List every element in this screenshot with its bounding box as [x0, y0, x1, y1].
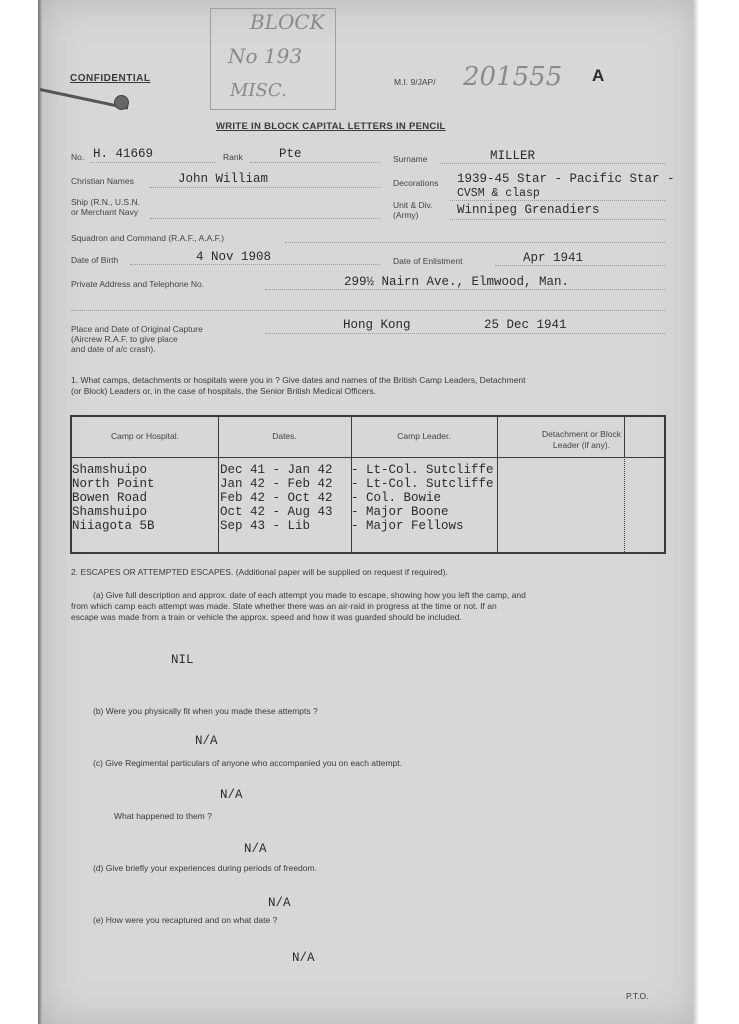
capture-date-value: 25 Dec 1941	[484, 318, 567, 332]
unit-label-line-2: (Army)	[393, 210, 419, 220]
question-1-line-2: (or Block) Leaders or, in the case of hospitals, the Senior British Medical Officers.	[71, 386, 377, 396]
question-2a-line-1: (a) Give full description and approx. date of each attempt you made to escape, showing how you left the camp, and	[93, 590, 526, 600]
date-of-birth-label: Date of Birth	[71, 255, 119, 265]
table-row-leader: - Col. Bowie	[351, 491, 442, 505]
capture-place-value: Hong Kong	[343, 318, 411, 332]
question-2c-followup: What happened to them ?	[114, 811, 212, 821]
answer-2e: N/A	[292, 951, 315, 965]
table-row-camp: Niiagota 5B	[72, 519, 155, 533]
sheet-right-edge	[693, 0, 699, 1024]
classification-label: CONFIDENTIAL	[70, 73, 151, 84]
rule	[150, 218, 380, 219]
address-value: 299½ Nairn Ave., Elmwood, Man.	[344, 275, 570, 289]
rule	[265, 333, 665, 334]
unit-label-line-1: Unit & Div.	[393, 200, 433, 210]
christian-names-label: Christian Names	[71, 176, 134, 186]
decorations-value-line-1: 1939-45 Star - Pacific Star -	[457, 172, 675, 186]
table-row-camp: Bowen Road	[72, 491, 148, 505]
column-header-detachment: Detachment or Block	[542, 429, 621, 439]
capture-label-line-2: (Aircrew R.A.F. to give place	[71, 334, 178, 344]
reference-label: M.I. 9/JAP/	[394, 77, 436, 87]
rule	[71, 310, 665, 311]
pin-head-icon	[114, 95, 129, 110]
rule	[265, 289, 665, 290]
question-2-heading: 2. ESCAPES OR ATTEMPTED ESCAPES. (Additional paper will be supplied on request if required).	[71, 567, 448, 577]
answer-2b: N/A	[195, 734, 218, 748]
question-2a-line-3: escape was made from a train or vehicle the approx. speed and how it was guarded should be included.	[71, 612, 462, 622]
rule	[130, 264, 380, 265]
ship-label-line-2: or Merchant Navy	[71, 207, 139, 217]
unit-value: Winnipeg Grenadiers	[457, 203, 600, 217]
pto-label: P.T.O.	[626, 991, 649, 1001]
date-of-birth-value: 4 Nov 1908	[196, 250, 272, 264]
column-header-detachment-2: Leader (if any).	[552, 440, 611, 450]
table-row-dates: Sep 43 - Lib	[220, 519, 311, 533]
answer-2c: N/A	[220, 788, 243, 802]
rule	[150, 187, 380, 188]
rule	[495, 265, 665, 266]
rule	[450, 219, 665, 220]
camps-table	[70, 415, 666, 554]
rank-value: Pte	[279, 147, 302, 161]
rank-label: Rank	[223, 152, 243, 162]
stamp-line-2: No 193	[228, 44, 303, 68]
question-2e: (e) How were you recaptured and on what date ?	[93, 915, 278, 925]
reference-suffix: A	[592, 66, 605, 85]
table-header-divider	[72, 457, 664, 458]
christian-names-value: John William	[178, 172, 269, 186]
question-1-line-1: 1. What camps, detachments or hospitals were you in ? Give dates and names of the British Camp Leaders, Detachment	[71, 375, 526, 385]
enlistment-value: Apr 1941	[523, 251, 584, 265]
number-label: No.	[71, 152, 85, 162]
question-2b: (b) Were you physically fit when you made these attempts ?	[93, 706, 318, 716]
table-row-dates: Feb 42 - Oct 42	[220, 491, 333, 505]
answer-2a: NIL	[171, 653, 194, 667]
table-row-leader: - Major Boone	[351, 505, 449, 519]
address-label: Private Address and Telephone No.	[71, 279, 205, 289]
table-row-dates: Jan 42 - Feb 42	[220, 477, 333, 491]
table-row-camp: Shamshuipo	[72, 505, 148, 519]
decorations-value-line-2: CVSM & clasp	[457, 187, 540, 200]
service-number-value: H. 41669	[93, 147, 154, 161]
table-row-camp: North Point	[72, 477, 155, 491]
column-header-camp: Camp or Hospital.	[110, 431, 180, 441]
table-row-leader: - Major Fellows	[351, 519, 464, 533]
table-row-camp: Shamshuipo	[72, 463, 148, 477]
column-header-dates: Dates.	[272, 431, 297, 441]
rule	[450, 200, 665, 201]
table-column-divider	[624, 457, 625, 554]
table-row-leader: - Lt-Col. Sutcliffe	[351, 477, 494, 491]
surname-label: Surname	[393, 154, 428, 164]
stamp-line-1: BLOCK	[250, 10, 325, 34]
table-row-dates: Oct 42 - Aug 43	[220, 505, 333, 519]
enlistment-label: Date of Enlistment	[393, 256, 463, 266]
column-header-leader: Camp Leader.	[397, 431, 451, 441]
question-2c: (c) Give Regimental particulars of anyone who accompanied you on each attempt.	[93, 758, 402, 768]
question-2d: (d) Give briefly your experiences during periods of freedom.	[93, 863, 317, 873]
rule	[90, 162, 215, 163]
decorations-label: Decorations	[393, 178, 439, 188]
answer-2d: N/A	[268, 896, 291, 910]
instruction-heading: WRITE IN BLOCK CAPITAL LETTERS IN PENCIL	[216, 121, 446, 132]
question-2a-line-2: from which camp each attempt was made. State whether there was an air-raid in progress at the time or not. If an	[71, 601, 497, 611]
table-row-dates: Dec 41 - Jan 42	[220, 463, 333, 477]
capture-label-line-3: and date of a/c crash).	[71, 344, 156, 354]
reference-number: 201555	[463, 62, 563, 92]
rule	[440, 163, 665, 164]
capture-label-line-1: Place and Date of Original Capture	[71, 324, 203, 334]
ship-label-line-1: Ship (R.N., U.S.N.	[71, 197, 140, 207]
sheet-left-edge	[38, 0, 42, 1024]
answer-2c-followup: N/A	[244, 842, 267, 856]
stamp-line-3: MISC.	[230, 80, 287, 101]
surname-value: MILLER	[490, 149, 536, 163]
rule	[250, 162, 380, 163]
squadron-label: Squadron and Command (R.A.F., A.A.F.)	[71, 233, 225, 243]
rule	[285, 242, 665, 243]
table-row-leader: - Lt-Col. Sutcliffe	[351, 463, 494, 477]
